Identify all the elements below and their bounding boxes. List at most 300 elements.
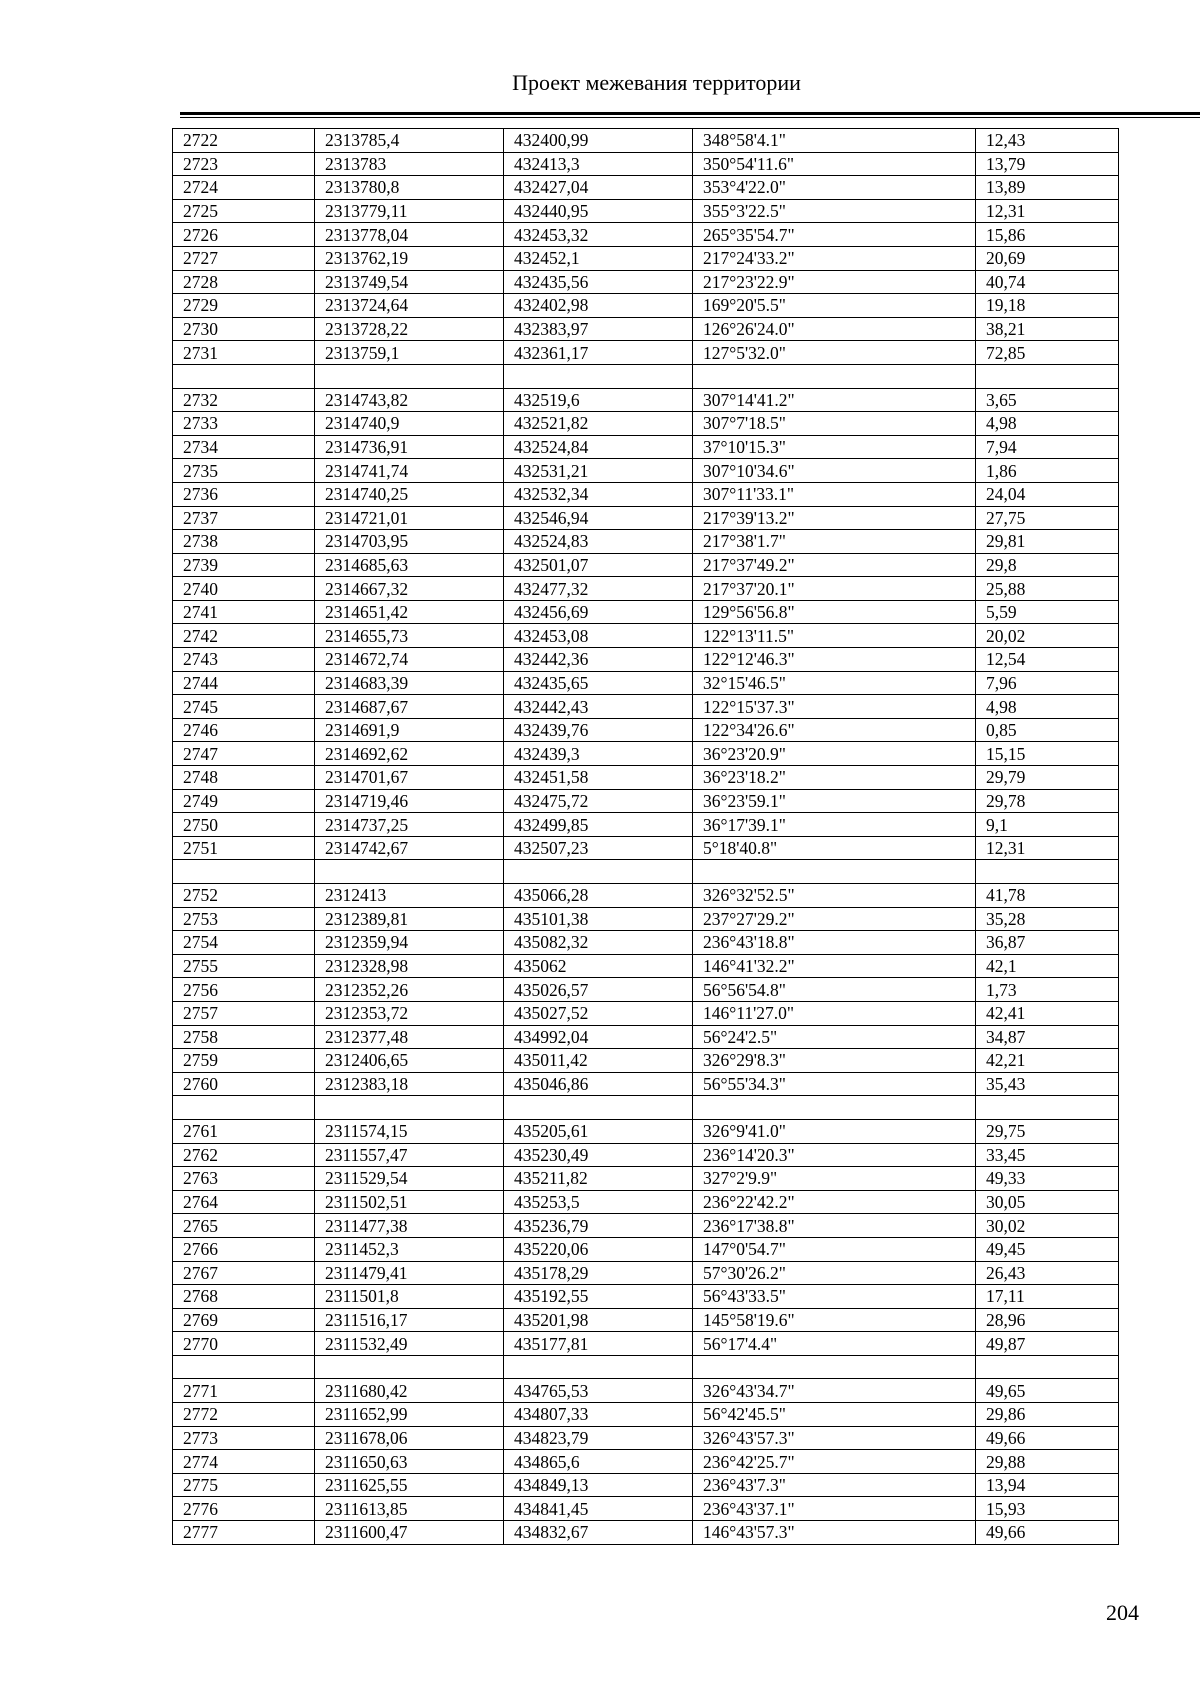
point-number-cell: 2750 [173, 813, 315, 837]
y-coordinate-cell: 432439,3 [504, 742, 693, 766]
bearing-cell: 37°10'15.3" [693, 435, 976, 459]
bearing-cell: 36°23'18.2" [693, 766, 976, 790]
distance-cell: 29,78 [976, 789, 1119, 813]
bearing-cell: 236°42'25.7" [693, 1450, 976, 1474]
point-number-cell: 2724 [173, 176, 315, 200]
y-coordinate-cell: 432383,97 [504, 317, 693, 341]
y-coordinate-cell [504, 1096, 693, 1120]
point-number-cell: 2776 [173, 1497, 315, 1521]
y-coordinate-cell: 435230,49 [504, 1143, 693, 1167]
table-row [173, 412, 1119, 436]
distance-cell: 35,28 [976, 907, 1119, 931]
x-coordinate-cell: 2313724,64 [315, 294, 504, 318]
x-coordinate-cell: 2314737,25 [315, 813, 504, 837]
table-row [173, 695, 1119, 719]
table-row [173, 766, 1119, 790]
x-coordinate-cell: 2311625,55 [315, 1473, 504, 1497]
y-coordinate-cell: 435192,55 [504, 1285, 693, 1309]
page-number: 204 [1106, 1600, 1139, 1625]
bearing-cell: 36°23'20.9" [693, 742, 976, 766]
y-coordinate-cell: 432475,72 [504, 789, 693, 813]
table-row [173, 152, 1119, 176]
y-coordinate-cell: 435205,61 [504, 1119, 693, 1143]
table-row [173, 1332, 1119, 1356]
distance-cell: 7,96 [976, 671, 1119, 695]
distance-cell: 42,1 [976, 954, 1119, 978]
distance-cell: 29,8 [976, 553, 1119, 577]
point-number-cell [173, 364, 315, 388]
table-row [173, 954, 1119, 978]
y-coordinate-cell: 432519,6 [504, 388, 693, 412]
bearing-cell: 236°17'38.8" [693, 1214, 976, 1238]
table-row [173, 1379, 1119, 1403]
distance-cell: 38,21 [976, 317, 1119, 341]
x-coordinate-cell: 2313728,22 [315, 317, 504, 341]
point-number-cell: 2755 [173, 954, 315, 978]
distance-cell: 7,94 [976, 435, 1119, 459]
distance-cell: 40,74 [976, 270, 1119, 294]
bearing-cell: 56°42'45.5" [693, 1403, 976, 1427]
x-coordinate-cell [315, 1355, 504, 1379]
table-row [173, 1426, 1119, 1450]
y-coordinate-cell: 434832,67 [504, 1521, 693, 1545]
x-coordinate-cell: 2311652,99 [315, 1403, 504, 1427]
distance-cell: 29,75 [976, 1119, 1119, 1143]
point-number-cell: 2730 [173, 317, 315, 341]
y-coordinate-cell: 435211,82 [504, 1167, 693, 1191]
distance-cell: 4,98 [976, 412, 1119, 436]
y-coordinate-cell: 432456,69 [504, 600, 693, 624]
point-number-cell: 2749 [173, 789, 315, 813]
point-number-cell: 2735 [173, 459, 315, 483]
x-coordinate-cell: 2313762,19 [315, 246, 504, 270]
y-coordinate-cell: 432524,83 [504, 530, 693, 554]
x-coordinate-cell: 2314701,67 [315, 766, 504, 790]
y-coordinate-cell: 432507,23 [504, 836, 693, 860]
x-coordinate-cell: 2312353,72 [315, 1001, 504, 1025]
distance-cell: 19,18 [976, 294, 1119, 318]
point-number-cell: 2722 [173, 129, 315, 153]
distance-cell: 35,43 [976, 1072, 1119, 1096]
x-coordinate-cell: 2311557,47 [315, 1143, 504, 1167]
point-number-cell: 2768 [173, 1285, 315, 1309]
point-number-cell: 2741 [173, 600, 315, 624]
x-coordinate-cell: 2313780,8 [315, 176, 504, 200]
table-row [173, 789, 1119, 813]
table-row [173, 600, 1119, 624]
point-number-cell: 2770 [173, 1332, 315, 1356]
point-number-cell: 2758 [173, 1025, 315, 1049]
y-coordinate-cell: 432524,84 [504, 435, 693, 459]
distance-cell: 49,33 [976, 1167, 1119, 1191]
x-coordinate-cell: 2314719,46 [315, 789, 504, 813]
point-number-cell: 2773 [173, 1426, 315, 1450]
point-number-cell: 2734 [173, 435, 315, 459]
bearing-cell: 147°0'54.7" [693, 1237, 976, 1261]
y-coordinate-cell: 432499,85 [504, 813, 693, 837]
table-row [173, 294, 1119, 318]
point-number-cell: 2738 [173, 530, 315, 554]
x-coordinate-cell [315, 364, 504, 388]
bearing-cell: 307°14'41.2" [693, 388, 976, 412]
bearing-cell: 236°43'7.3" [693, 1473, 976, 1497]
bearing-cell: 146°41'32.2" [693, 954, 976, 978]
x-coordinate-cell: 2311678,06 [315, 1426, 504, 1450]
distance-cell: 41,78 [976, 884, 1119, 908]
x-coordinate-cell: 2314743,82 [315, 388, 504, 412]
distance-cell [976, 1096, 1119, 1120]
y-coordinate-cell: 434765,53 [504, 1379, 693, 1403]
point-number-cell: 2777 [173, 1521, 315, 1545]
y-coordinate-cell: 435101,38 [504, 907, 693, 931]
x-coordinate-cell: 2314692,62 [315, 742, 504, 766]
x-coordinate-cell: 2314667,32 [315, 577, 504, 601]
point-number-cell: 2765 [173, 1214, 315, 1238]
bearing-cell [693, 364, 976, 388]
bearing-cell: 217°37'49.2" [693, 553, 976, 577]
y-coordinate-cell: 432477,32 [504, 577, 693, 601]
x-coordinate-cell: 2314685,63 [315, 553, 504, 577]
y-coordinate-cell: 432361,17 [504, 341, 693, 365]
bearing-cell: 122°12'46.3" [693, 648, 976, 672]
point-number-cell: 2774 [173, 1450, 315, 1474]
distance-cell: 20,69 [976, 246, 1119, 270]
table-row [173, 506, 1119, 530]
point-number-cell: 2743 [173, 648, 315, 672]
page-title: Проект межевания территории [512, 70, 801, 95]
header-rule-thin [180, 117, 1200, 118]
y-coordinate-cell: 435066,28 [504, 884, 693, 908]
table-row [173, 270, 1119, 294]
y-coordinate-cell: 432521,82 [504, 412, 693, 436]
table-row [173, 1167, 1119, 1191]
distance-cell: 13,79 [976, 152, 1119, 176]
y-coordinate-cell: 434807,33 [504, 1403, 693, 1427]
y-coordinate-cell: 434992,04 [504, 1025, 693, 1049]
bearing-cell: 36°17'39.1" [693, 813, 976, 837]
bearing-cell: 326°32'52.5" [693, 884, 976, 908]
coordinates-table [172, 128, 1119, 1545]
point-number-cell: 2729 [173, 294, 315, 318]
table-row [173, 341, 1119, 365]
point-number-cell: 2751 [173, 836, 315, 860]
point-number-cell: 2727 [173, 246, 315, 270]
bearing-cell: 326°43'57.3" [693, 1426, 976, 1450]
x-coordinate-cell [315, 1096, 504, 1120]
x-coordinate-cell: 2314655,73 [315, 624, 504, 648]
distance-cell [976, 1355, 1119, 1379]
table-row [173, 1049, 1119, 1073]
distance-cell: 0,85 [976, 718, 1119, 742]
bearing-cell: 236°43'37.1" [693, 1497, 976, 1521]
bearing-cell: 36°23'59.1" [693, 789, 976, 813]
y-coordinate-cell: 432435,65 [504, 671, 693, 695]
x-coordinate-cell: 2311516,17 [315, 1308, 504, 1332]
distance-cell: 13,94 [976, 1473, 1119, 1497]
table-row [173, 1214, 1119, 1238]
point-number-cell [173, 860, 315, 884]
y-coordinate-cell: 434865,6 [504, 1450, 693, 1474]
distance-cell: 72,85 [976, 341, 1119, 365]
point-number-cell: 2747 [173, 742, 315, 766]
y-coordinate-cell: 432413,3 [504, 152, 693, 176]
distance-cell: 5,59 [976, 600, 1119, 624]
bearing-cell: 217°39'13.2" [693, 506, 976, 530]
point-number-cell: 2759 [173, 1049, 315, 1073]
y-coordinate-cell: 435026,57 [504, 978, 693, 1002]
distance-cell: 28,96 [976, 1308, 1119, 1332]
distance-cell: 29,86 [976, 1403, 1119, 1427]
distance-cell: 36,87 [976, 931, 1119, 955]
y-coordinate-cell: 432439,76 [504, 718, 693, 742]
point-number-cell: 2761 [173, 1119, 315, 1143]
x-coordinate-cell: 2314687,67 [315, 695, 504, 719]
x-coordinate-cell: 2312328,98 [315, 954, 504, 978]
point-number-cell: 2728 [173, 270, 315, 294]
y-coordinate-cell: 432427,04 [504, 176, 693, 200]
point-number-cell: 2725 [173, 199, 315, 223]
table-row [173, 317, 1119, 341]
y-coordinate-cell: 432400,99 [504, 129, 693, 153]
y-coordinate-cell: 435178,29 [504, 1261, 693, 1285]
table-row [173, 388, 1119, 412]
distance-cell: 1,86 [976, 459, 1119, 483]
point-number-cell: 2731 [173, 341, 315, 365]
y-coordinate-cell: 432442,43 [504, 695, 693, 719]
distance-cell: 9,1 [976, 813, 1119, 837]
table-row [173, 530, 1119, 554]
bearing-cell: 127°5'32.0" [693, 341, 976, 365]
x-coordinate-cell: 2311477,38 [315, 1214, 504, 1238]
x-coordinate-cell: 2314742,67 [315, 836, 504, 860]
table-row [173, 1261, 1119, 1285]
table-row [173, 199, 1119, 223]
point-number-cell: 2771 [173, 1379, 315, 1403]
x-coordinate-cell: 2314740,25 [315, 482, 504, 506]
bearing-cell: 236°43'18.8" [693, 931, 976, 955]
x-coordinate-cell: 2312383,18 [315, 1072, 504, 1096]
bearing-cell: 236°14'20.3" [693, 1143, 976, 1167]
x-coordinate-cell: 2311574,15 [315, 1119, 504, 1143]
y-coordinate-cell: 435082,32 [504, 931, 693, 955]
table-row [173, 1473, 1119, 1497]
point-number-cell: 2742 [173, 624, 315, 648]
bearing-cell: 169°20'5.5" [693, 294, 976, 318]
distance-cell: 25,88 [976, 577, 1119, 601]
point-number-cell: 2766 [173, 1237, 315, 1261]
bearing-cell [693, 1096, 976, 1120]
table-row [173, 129, 1119, 153]
table-row [173, 1308, 1119, 1332]
point-number-cell: 2732 [173, 388, 315, 412]
x-coordinate-cell: 2311529,54 [315, 1167, 504, 1191]
x-coordinate-cell: 2314672,74 [315, 648, 504, 672]
x-coordinate-cell: 2311650,63 [315, 1450, 504, 1474]
bearing-cell: 57°30'26.2" [693, 1261, 976, 1285]
distance-cell: 20,02 [976, 624, 1119, 648]
bearing-cell: 307°11'33.1" [693, 482, 976, 506]
distance-cell [976, 860, 1119, 884]
y-coordinate-cell: 435220,06 [504, 1237, 693, 1261]
bearing-cell: 348°58'4.1" [693, 129, 976, 153]
y-coordinate-cell: 432453,32 [504, 223, 693, 247]
point-number-cell: 2733 [173, 412, 315, 436]
table-row [173, 1285, 1119, 1309]
point-number-cell: 2726 [173, 223, 315, 247]
x-coordinate-cell: 2311501,8 [315, 1285, 504, 1309]
y-coordinate-cell: 435236,79 [504, 1214, 693, 1238]
table-row [173, 671, 1119, 695]
point-number-cell: 2745 [173, 695, 315, 719]
table-row [173, 624, 1119, 648]
distance-cell: 12,54 [976, 648, 1119, 672]
table-row [173, 577, 1119, 601]
distance-cell: 30,05 [976, 1190, 1119, 1214]
table-row [173, 884, 1119, 908]
point-number-cell: 2760 [173, 1072, 315, 1096]
table-row [173, 176, 1119, 200]
y-coordinate-cell: 434823,79 [504, 1426, 693, 1450]
table-row [173, 718, 1119, 742]
y-coordinate-cell: 432440,95 [504, 199, 693, 223]
y-coordinate-cell: 435177,81 [504, 1332, 693, 1356]
distance-cell: 4,98 [976, 695, 1119, 719]
table-row [173, 1237, 1119, 1261]
y-coordinate-cell: 432501,07 [504, 553, 693, 577]
point-number-cell: 2739 [173, 553, 315, 577]
point-number-cell: 2737 [173, 506, 315, 530]
bearing-cell: 122°13'11.5" [693, 624, 976, 648]
bearing-cell [693, 1355, 976, 1379]
distance-cell: 29,79 [976, 766, 1119, 790]
x-coordinate-cell: 2313759,1 [315, 341, 504, 365]
y-coordinate-cell: 432531,21 [504, 459, 693, 483]
x-coordinate-cell: 2314740,9 [315, 412, 504, 436]
bearing-cell: 5°18'40.8" [693, 836, 976, 860]
distance-cell: 29,88 [976, 1450, 1119, 1474]
table-row [173, 553, 1119, 577]
x-coordinate-cell: 2314703,95 [315, 530, 504, 554]
distance-cell: 30,02 [976, 1214, 1119, 1238]
y-coordinate-cell [504, 364, 693, 388]
table-row [173, 246, 1119, 270]
bearing-cell: 236°22'42.2" [693, 1190, 976, 1214]
y-coordinate-cell: 432451,58 [504, 766, 693, 790]
bearing-cell: 237°27'29.2" [693, 907, 976, 931]
distance-cell: 12,31 [976, 836, 1119, 860]
bearing-cell: 355°3'22.5" [693, 199, 976, 223]
bearing-cell: 122°15'37.3" [693, 695, 976, 719]
point-number-cell: 2748 [173, 766, 315, 790]
x-coordinate-cell: 2314741,74 [315, 459, 504, 483]
table-row [173, 978, 1119, 1002]
distance-cell: 3,65 [976, 388, 1119, 412]
point-number-cell: 2769 [173, 1308, 315, 1332]
x-coordinate-cell: 2314691,9 [315, 718, 504, 742]
table-row [173, 1119, 1119, 1143]
point-number-cell: 2772 [173, 1403, 315, 1427]
distance-cell: 15,15 [976, 742, 1119, 766]
point-number-cell [173, 1096, 315, 1120]
bearing-cell: 56°24'2.5" [693, 1025, 976, 1049]
y-coordinate-cell: 435253,5 [504, 1190, 693, 1214]
x-coordinate-cell: 2311502,51 [315, 1190, 504, 1214]
table-row [173, 836, 1119, 860]
distance-cell: 49,66 [976, 1521, 1119, 1545]
distance-cell: 49,87 [976, 1332, 1119, 1356]
table-row [173, 1190, 1119, 1214]
distance-cell: 27,75 [976, 506, 1119, 530]
y-coordinate-cell: 432435,56 [504, 270, 693, 294]
bearing-cell: 326°9'41.0" [693, 1119, 976, 1143]
y-coordinate-cell: 434841,45 [504, 1497, 693, 1521]
y-coordinate-cell: 435201,98 [504, 1308, 693, 1332]
table-row [173, 907, 1119, 931]
bearing-cell: 265°35'54.7" [693, 223, 976, 247]
x-coordinate-cell: 2311479,41 [315, 1261, 504, 1285]
table-row [173, 742, 1119, 766]
x-coordinate-cell: 2313783 [315, 152, 504, 176]
bearing-cell: 217°37'20.1" [693, 577, 976, 601]
point-number-cell: 2762 [173, 1143, 315, 1167]
y-coordinate-cell: 432442,36 [504, 648, 693, 672]
distance-cell: 24,04 [976, 482, 1119, 506]
bearing-cell: 217°38'1.7" [693, 530, 976, 554]
point-number-cell: 2754 [173, 931, 315, 955]
table-row [173, 223, 1119, 247]
x-coordinate-cell: 2312359,94 [315, 931, 504, 955]
point-number-cell: 2763 [173, 1167, 315, 1191]
x-coordinate-cell: 2312413 [315, 884, 504, 908]
distance-cell: 26,43 [976, 1261, 1119, 1285]
distance-cell: 17,11 [976, 1285, 1119, 1309]
table-row [173, 1497, 1119, 1521]
point-number-cell: 2744 [173, 671, 315, 695]
bearing-cell: 32°15'46.5" [693, 671, 976, 695]
bearing-cell: 129°56'56.8" [693, 600, 976, 624]
table-row [173, 1001, 1119, 1025]
point-number-cell: 2736 [173, 482, 315, 506]
y-coordinate-cell: 435027,52 [504, 1001, 693, 1025]
y-coordinate-cell: 432532,34 [504, 482, 693, 506]
bearing-cell: 307°7'18.5" [693, 412, 976, 436]
x-coordinate-cell: 2312389,81 [315, 907, 504, 931]
distance-cell: 34,87 [976, 1025, 1119, 1049]
point-number-cell: 2746 [173, 718, 315, 742]
bearing-cell: 56°43'33.5" [693, 1285, 976, 1309]
y-coordinate-cell: 432452,1 [504, 246, 693, 270]
bearing-cell: 56°55'34.3" [693, 1072, 976, 1096]
table-row [173, 482, 1119, 506]
point-number-cell: 2723 [173, 152, 315, 176]
table-row [173, 459, 1119, 483]
y-coordinate-cell: 432402,98 [504, 294, 693, 318]
x-coordinate-cell: 2314721,01 [315, 506, 504, 530]
y-coordinate-cell [504, 1355, 693, 1379]
bearing-cell: 327°2'9.9" [693, 1167, 976, 1191]
x-coordinate-cell: 2313749,54 [315, 270, 504, 294]
table-row [173, 364, 1119, 388]
bearing-cell: 353°4'22.0" [693, 176, 976, 200]
point-number-cell: 2753 [173, 907, 315, 931]
bearing-cell: 217°23'22.9" [693, 270, 976, 294]
x-coordinate-cell: 2311613,85 [315, 1497, 504, 1521]
bearing-cell: 145°58'19.6" [693, 1308, 976, 1332]
distance-cell: 1,73 [976, 978, 1119, 1002]
x-coordinate-cell: 2314736,91 [315, 435, 504, 459]
point-number-cell: 2740 [173, 577, 315, 601]
y-coordinate-cell: 435011,42 [504, 1049, 693, 1073]
